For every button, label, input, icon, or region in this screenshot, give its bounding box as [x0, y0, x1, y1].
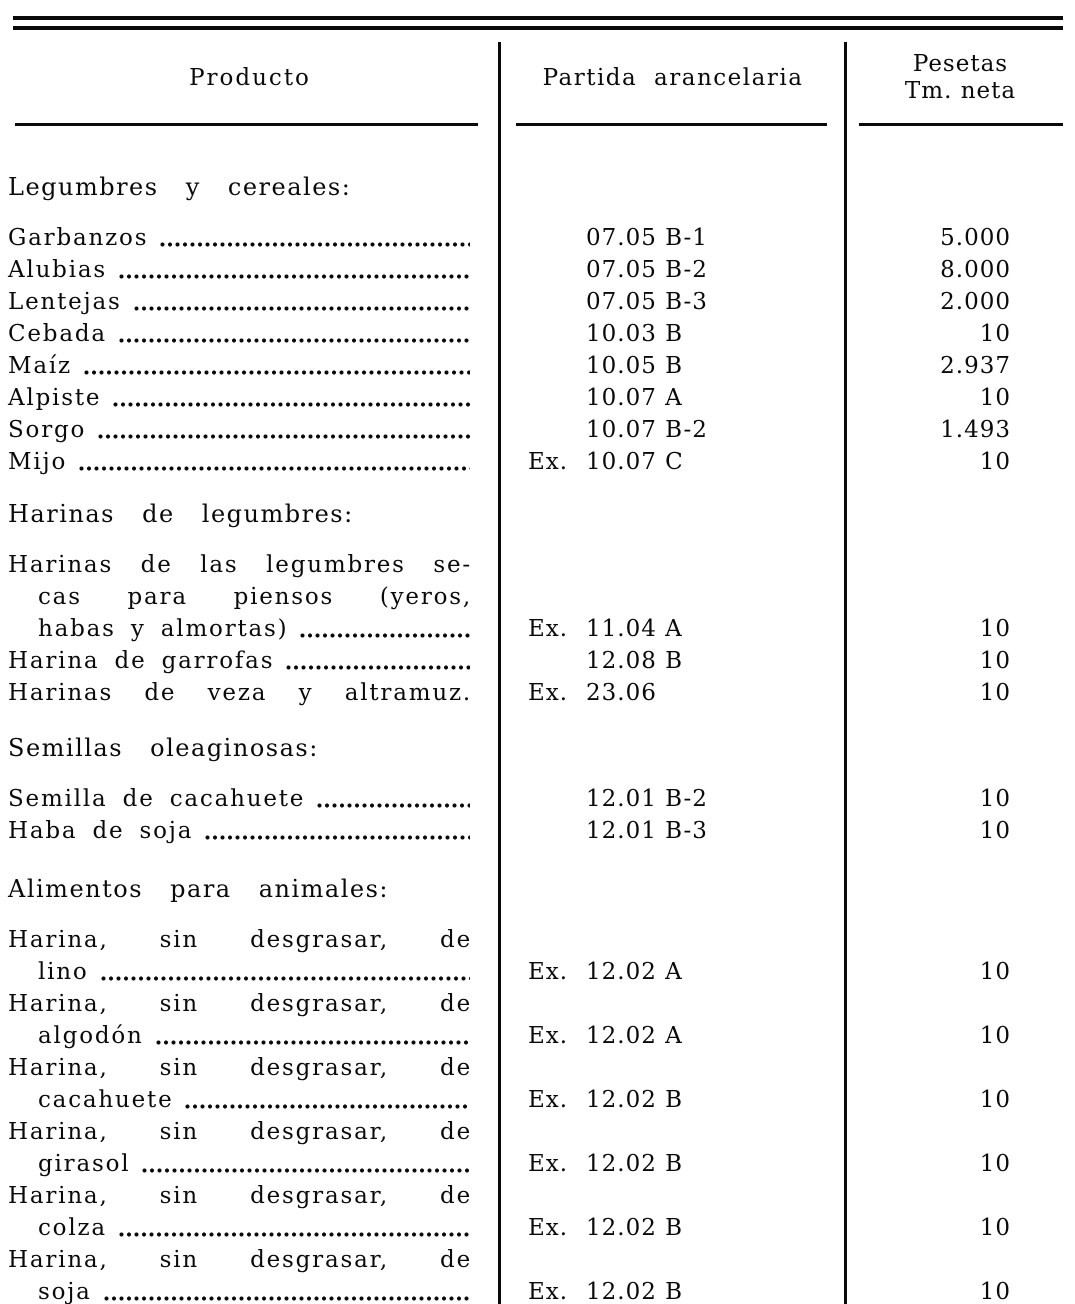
dot-leader: [104, 1296, 470, 1301]
column-divider-1: [498, 42, 501, 1304]
product-line: [8, 446, 472, 478]
table-row: [0, 382, 1075, 414]
pesetas-cell: 2.000: [940, 289, 1011, 315]
column-header-partida: [500, 62, 846, 94]
partida-ex-prefix: Ex.: [528, 1151, 569, 1177]
table-header: [0, 33, 1075, 123]
header-underline-producto: [15, 123, 478, 126]
partida-ex-prefix: Ex.: [528, 1215, 569, 1241]
product-cell: [0, 677, 500, 709]
product-name: girasol: [38, 1151, 131, 1177]
pesetas-cell: 10: [979, 959, 1011, 985]
column-header-partida-label: Partida arancelaria: [542, 65, 804, 91]
pesetas-cell: 10: [979, 1151, 1011, 1177]
table-row: [0, 924, 1075, 988]
product-line: [8, 815, 472, 847]
table-section: [0, 498, 1075, 709]
table-row: [0, 1116, 1075, 1180]
pesetas-cell: 10: [979, 1087, 1011, 1113]
dot-leader: [317, 803, 470, 808]
column-header-producto: [0, 62, 500, 94]
section-heading: Semillas oleaginosas:: [8, 734, 319, 762]
partida-ex-prefix: Ex.: [528, 1279, 569, 1304]
partida-cell: [500, 645, 846, 677]
partida-cell: [500, 382, 846, 414]
partida-cell: [500, 350, 846, 382]
product-name: Garbanzos: [8, 225, 149, 251]
partida-ex-prefix: Ex.: [528, 680, 569, 706]
product-line: Harina, sin desgrasar, de: [8, 991, 472, 1017]
product-name: Alubias: [8, 257, 107, 283]
partida-code: 07.05 B-3: [586, 289, 708, 315]
partida-code: 12.02 B: [586, 1215, 684, 1241]
product-line: Harinas de veza y altramuz.: [8, 680, 472, 706]
product-name: Harina de garrofas: [8, 648, 275, 674]
product-line: [8, 318, 472, 350]
dot-leader: [300, 633, 470, 638]
dot-leader: [84, 370, 470, 375]
product-line: [8, 645, 472, 677]
partida-cell: [500, 613, 846, 645]
product-cell: [0, 1116, 500, 1180]
header-underline-pesetas: [859, 123, 1063, 126]
partida-code: 10.03 B: [586, 321, 684, 347]
partida-cell: [500, 286, 846, 318]
dot-leader: [142, 1168, 470, 1173]
pesetas-cell: 10: [979, 449, 1011, 475]
table-section: [0, 732, 1075, 847]
product-line: Harinas de las legumbres se-: [8, 552, 472, 578]
partida-code: 12.08 B: [586, 648, 684, 674]
product-cell: [0, 350, 500, 382]
table-row: [0, 549, 1075, 645]
table-section: [0, 171, 1075, 478]
partida-cell: [500, 1084, 846, 1116]
product-cell: [0, 815, 500, 847]
partida-code: 12.02 A: [586, 959, 683, 985]
partida-ex-prefix: Ex.: [528, 959, 569, 985]
table-row: [0, 1180, 1075, 1244]
rule-line: [13, 26, 1063, 30]
table-row: [0, 446, 1075, 478]
partida-cell: [500, 222, 846, 254]
table-row: [0, 677, 1075, 709]
product-cell: [0, 988, 500, 1052]
product-cell: [0, 222, 500, 254]
section-heading: Harinas de legumbres:: [8, 500, 354, 528]
product-name: soja: [38, 1279, 92, 1304]
dot-leader: [134, 306, 470, 311]
product-line: [8, 956, 472, 988]
product-line: [8, 1276, 472, 1304]
product-name: Maíz: [8, 353, 72, 379]
dot-leader: [101, 976, 470, 981]
rule-line: [13, 16, 1063, 20]
pesetas-cell: 10: [979, 385, 1011, 411]
table-section: [0, 873, 1075, 1304]
pesetas-cell: 10: [979, 1023, 1011, 1049]
product-line: Harina, sin desgrasar, de: [8, 1055, 472, 1081]
table-row: [0, 1244, 1075, 1304]
dot-leader: [185, 1104, 470, 1109]
partida-cell: [500, 677, 846, 709]
partida-cell: [500, 1148, 846, 1180]
partida-code: 10.07 C: [586, 449, 684, 475]
partida-ex-prefix: Ex.: [528, 616, 569, 642]
pesetas-cell: 10: [979, 680, 1011, 706]
product-line: [8, 1084, 472, 1116]
product-line: [8, 1020, 472, 1052]
product-cell: [0, 549, 500, 645]
product-name: habas y almortas): [38, 616, 289, 642]
partida-cell: [500, 783, 846, 815]
product-line: [8, 1212, 472, 1244]
pesetas-cell: 10: [979, 786, 1011, 812]
partida-cell: [500, 254, 846, 286]
section-heading: Alimentos para animales:: [8, 875, 390, 903]
product-cell: [0, 414, 500, 446]
product-cell: [0, 645, 500, 677]
product-name: Semilla de cacahuete: [8, 786, 306, 812]
partida-cell: [500, 956, 846, 988]
column-header-producto-label: Producto: [189, 65, 311, 91]
partida-code: 12.02 B: [586, 1087, 684, 1113]
product-name: Alpiste: [8, 385, 102, 411]
partida-code: 10.05 B: [586, 353, 684, 379]
product-name: colza: [38, 1215, 107, 1241]
product-line: Harina, sin desgrasar, de: [8, 1247, 472, 1273]
product-name: Sorgo: [8, 417, 87, 443]
partida-cell: [500, 318, 846, 350]
product-cell: [0, 783, 500, 815]
pesetas-cell: 2.937: [940, 353, 1011, 379]
product-line: [8, 382, 472, 414]
dot-leader: [119, 338, 470, 343]
table-row: [0, 414, 1075, 446]
partida-ex-prefix: Ex.: [528, 1087, 569, 1113]
dot-leader: [119, 274, 470, 279]
product-cell: [0, 254, 500, 286]
table-row: [0, 222, 1075, 254]
table-row: [0, 783, 1075, 815]
header-underline-partida: [516, 123, 827, 126]
product-name: algodón: [38, 1023, 144, 1049]
table-row: [0, 254, 1075, 286]
product-line: Harina, sin desgrasar, de: [8, 1183, 472, 1209]
partida-code: 12.02 A: [586, 1023, 683, 1049]
table-row: [0, 988, 1075, 1052]
column-divider-2: [844, 42, 847, 1304]
table-row: [0, 318, 1075, 350]
product-cell: [0, 446, 500, 478]
pesetas-cell: 10: [979, 1279, 1011, 1304]
partida-code: 12.02 B: [586, 1151, 684, 1177]
partida-cell: [500, 815, 846, 847]
partida-code: 12.02 B: [586, 1279, 684, 1304]
product-line: [8, 613, 472, 645]
pesetas-cell: 10: [979, 616, 1011, 642]
pesetas-cell: 8.000: [940, 257, 1011, 283]
product-line: Harina, sin desgrasar, de: [8, 927, 472, 953]
partida-cell: [500, 446, 846, 478]
partida-code: 12.01 B-2: [586, 786, 708, 812]
product-cell: [0, 1244, 500, 1304]
product-cell: [0, 924, 500, 988]
pesetas-cell: 10: [979, 818, 1011, 844]
table-row: [0, 1052, 1075, 1116]
partida-cell: [500, 414, 846, 446]
table-row: [0, 350, 1075, 382]
product-line: [8, 350, 472, 382]
product-line: Harina, sin desgrasar, de: [8, 1119, 472, 1145]
partida-code: 10.07 A: [586, 385, 683, 411]
product-line: [8, 783, 472, 815]
top-double-rule: [13, 16, 1063, 30]
product-line: [8, 1148, 472, 1180]
partida-code: 23.06: [586, 680, 657, 706]
pesetas-cell: 10: [979, 1215, 1011, 1241]
pesetas-cell: 10: [979, 648, 1011, 674]
product-name: cacahuete: [38, 1087, 174, 1113]
product-line: [8, 222, 472, 254]
product-line: [8, 286, 472, 318]
dot-leader: [98, 434, 470, 439]
dot-leader: [79, 466, 470, 471]
partida-code: 07.05 B-2: [586, 257, 708, 283]
product-name: Cebada: [8, 321, 107, 347]
partida-ex-prefix: Ex.: [528, 1023, 569, 1049]
table-row: [0, 645, 1075, 677]
dot-leader: [119, 1232, 470, 1237]
section-heading: Legumbres y cereales:: [8, 173, 352, 201]
product-line: [8, 254, 472, 286]
dot-leader: [113, 402, 470, 407]
product-name: Mijo: [8, 449, 68, 475]
table-row: [0, 286, 1075, 318]
product-name: Lentejas: [8, 289, 122, 315]
partida-code: 12.01 B-3: [586, 818, 708, 844]
product-cell: [0, 286, 500, 318]
pesetas-cell: 5.000: [940, 225, 1011, 251]
partida-cell: [500, 1276, 846, 1304]
product-cell: [0, 1180, 500, 1244]
column-header-pesetas: [846, 51, 1075, 105]
product-cell: [0, 318, 500, 350]
product-cell: [0, 1052, 500, 1116]
partida-code: 07.05 B-1: [586, 225, 708, 251]
partida-cell: [500, 1020, 846, 1052]
column-header-pesetas-line1: Pesetas: [912, 51, 1009, 77]
product-cell: [0, 382, 500, 414]
pesetas-cell: 1.493: [940, 417, 1011, 443]
dot-leader: [160, 242, 470, 247]
product-line: cas para piensos (yeros,: [38, 584, 472, 610]
dot-leader: [156, 1040, 470, 1045]
partida-code: 10.07 B-2: [586, 417, 708, 443]
partida-cell: [500, 1212, 846, 1244]
partida-ex-prefix: Ex.: [528, 449, 569, 475]
dot-leader: [205, 835, 470, 840]
partida-code: 11.04 A: [586, 616, 683, 642]
product-name: lino: [38, 959, 89, 985]
product-name: Haba de soja: [8, 818, 194, 844]
header-underline: [0, 123, 1075, 126]
product-line: [8, 414, 472, 446]
table-body: [0, 127, 1075, 1304]
dot-leader: [286, 665, 470, 670]
pesetas-cell: 10: [979, 321, 1011, 347]
table-row: [0, 815, 1075, 847]
column-header-pesetas-line2: Tm. neta: [904, 78, 1017, 104]
